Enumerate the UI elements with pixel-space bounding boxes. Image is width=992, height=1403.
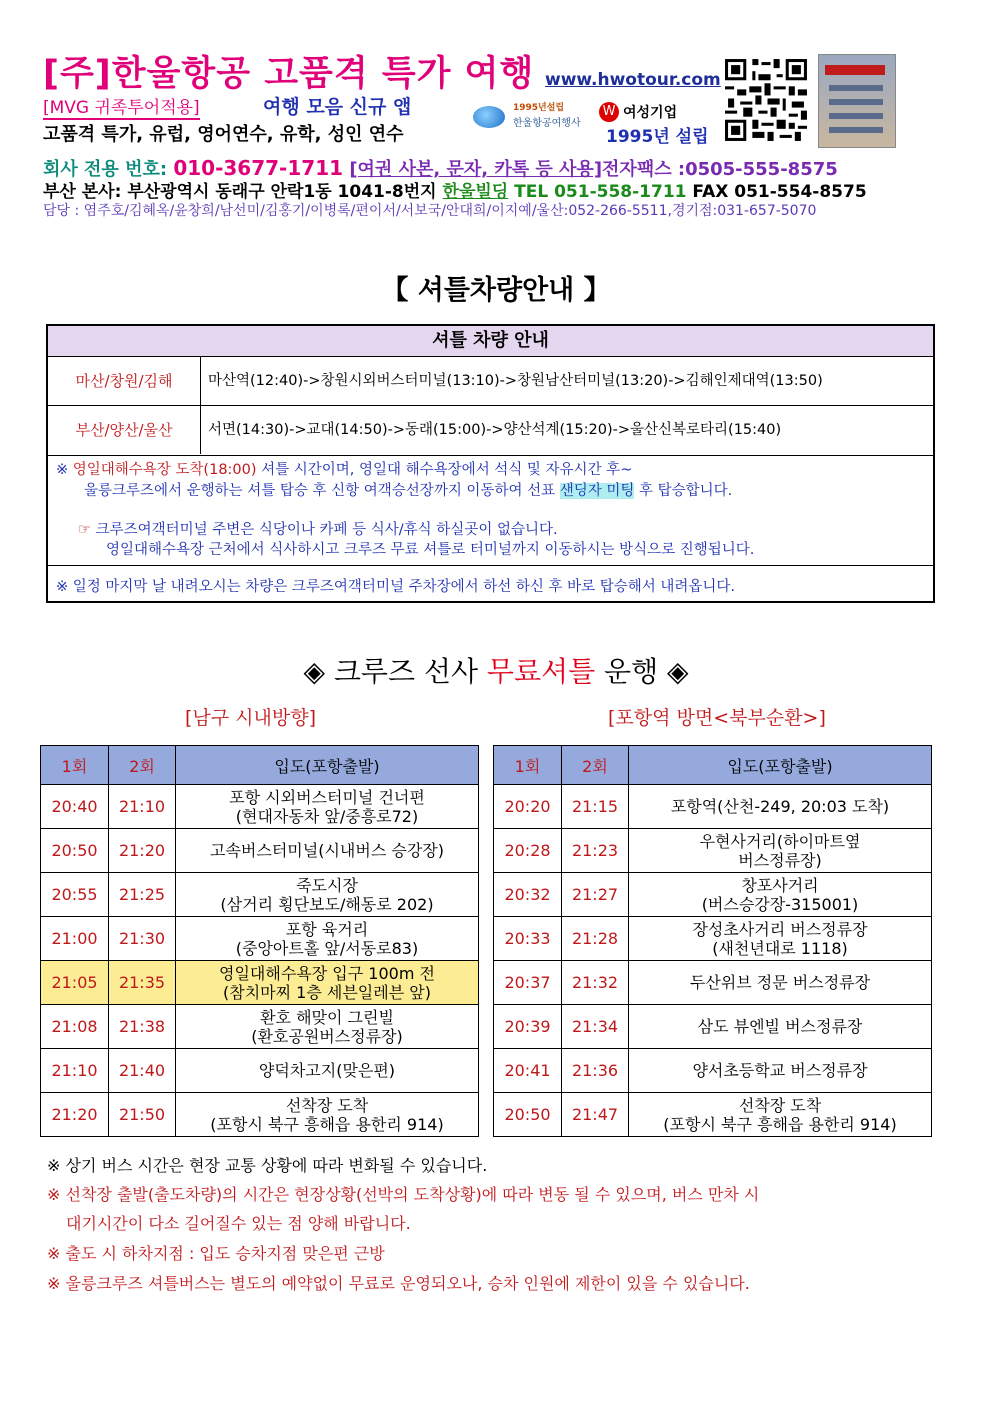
left-route-subtitle: [남구 시내방향] — [185, 707, 316, 729]
table-row — [494, 1093, 932, 1137]
stop-cell — [176, 873, 479, 917]
qr-code-icon[interactable] — [722, 56, 810, 144]
stop-name: 환호 해맞이 그린빌 — [260, 1007, 394, 1027]
run1-time: 20:37 — [494, 961, 562, 1005]
cruise-section-title — [0, 650, 992, 690]
stop-cell — [176, 1005, 479, 1049]
hq-fax: FAX 051-554-8575 — [692, 182, 867, 202]
table-row — [494, 873, 932, 917]
run2-time: 21:40 — [109, 1049, 176, 1093]
stop-cell — [629, 1093, 932, 1137]
stop-cell — [176, 1049, 479, 1093]
bottom-note: 대기시간이 다소 길어질수 있는 점 양해 바랍니다. — [66, 1214, 411, 1233]
women-company-label: 여성기업 — [623, 104, 678, 121]
stop-name: 포항 육거리 — [285, 919, 369, 939]
note-text: 셔틀 시간이며, 영일대 해수욕장에서 석식 및 자유시간 후~ — [256, 462, 633, 478]
hq-tel[interactable]: TEL 051-558-1711 — [514, 182, 687, 202]
note-text: 울릉크루즈에서 운행하는 셔틀 탑승 후 신항 여객승선장까지 이동하여 선표 — [84, 483, 560, 499]
note-text: 영일대해수욕장 근처에서 식사하시고 크루즈 무료 셔틀로 터미널까지 이동하시는 방식으로 진행됩니다. — [106, 542, 755, 558]
stop-name: 우현사거리(하이마트옆 — [699, 831, 861, 851]
stop-cell — [629, 961, 932, 1005]
stop-cell — [176, 961, 479, 1005]
title-part: 운행 ◈ — [595, 655, 689, 688]
stop-detail: (중앙아트홀 앞/서동로83) — [235, 938, 419, 958]
pointing-hand-icon: ☞ — [78, 522, 91, 538]
since-logo-year: 1995년설립 — [513, 103, 565, 113]
stop-detail: (포항시 북구 흥해읍 용한리 914) — [210, 1114, 444, 1134]
stop-name: 창포사거리 — [741, 875, 819, 895]
office-building-photo — [818, 54, 896, 148]
stop-name: 양서초등학교 버스정류장 — [692, 1061, 868, 1080]
note-text: 크루즈여객터미널 주변은 식당이나 카페 등 식사/휴식 하실곳이 없습니다. — [91, 522, 558, 538]
stop-detail: (새천년대로 1118) — [712, 938, 848, 958]
stop-detail: (참치마찌 1층 세븐일레븐 앞) — [223, 982, 431, 1002]
run1-time: 21:05 — [41, 961, 109, 1005]
region-label: 마산/창원/김해 — [48, 357, 201, 405]
row-divider — [48, 455, 933, 456]
stop-name: 포항역(산천-249, 20:03 도착) — [670, 797, 890, 816]
hq-building: 한울빌딩 — [442, 182, 509, 202]
sending-meeting-highlight: 샌딩자 미팅 — [559, 483, 635, 499]
table-row — [494, 961, 932, 1005]
staff-list: 담당 : 염주호/김혜옥/윤창희/남선미/김홍기/이병록/편이서/서보국/안대희/이지예/울산:052-266-5511,경기점:031-657-5070 — [43, 203, 817, 219]
table-row — [494, 1005, 932, 1049]
website-link[interactable]: www.hwotour.com — [545, 70, 721, 90]
run1-time: 20:20 — [494, 785, 562, 829]
hotline-number[interactable]: 010-3677-1711 — [173, 156, 344, 180]
col-header-run1: 1회 — [494, 746, 562, 785]
table-row — [41, 785, 479, 829]
col-header-stop: 입도(포항출발) — [176, 746, 479, 785]
table-row — [494, 1049, 932, 1093]
since-1995-logo — [473, 100, 593, 134]
stop-name: 삼도 뷰엔빌 버스정류장 — [697, 1017, 863, 1036]
stop-detail: (현대자동차 앞/중흥로72) — [235, 806, 419, 826]
women-company-icon: W — [599, 102, 619, 122]
run2-time: 21:15 — [562, 785, 629, 829]
stop-cell — [629, 917, 932, 961]
shuttle-section-title: 【 셔틀차량안내 】 — [381, 275, 611, 306]
stop-cell — [629, 1049, 932, 1093]
table-row — [494, 785, 932, 829]
mvg-tag: [MVG 귀족투어적용] — [43, 93, 200, 120]
route-text: 서면(14:30)->교대(14:50)->동래(15:00)->양산석계(15:20)->울산신복로타리(15:40) — [208, 422, 782, 438]
hq-address-line — [43, 177, 867, 202]
run1-time: 20:41 — [494, 1049, 562, 1093]
table-row — [41, 917, 479, 961]
arrival-time: 영일대해수욕장 도착(18:00) — [72, 462, 257, 478]
building-window — [829, 113, 883, 119]
stop-name: 영일대해수욕장 입구 100m 전 — [219, 963, 435, 983]
run2-time: 21:47 — [562, 1093, 629, 1137]
run1-time: 20:40 — [41, 785, 109, 829]
efax-number: 전자팩스 :0505-555-8575 — [602, 159, 838, 180]
run2-time: 21:35 — [109, 961, 176, 1005]
shuttle-table-header: 셔틀 차량 안내 — [48, 326, 933, 357]
stop-cell — [629, 1005, 932, 1049]
stop-cell — [629, 873, 932, 917]
table-row — [41, 1093, 479, 1137]
stop-cell — [176, 785, 479, 829]
shuttle-note-return: ※ 일정 마지막 날 내려오시는 차량은 크루즈여객터미널 주차장에서 하선 하신 후 바로 탑승해서 내려옵니다. — [56, 579, 735, 595]
run1-time: 20:55 — [41, 873, 109, 917]
table-row — [41, 1049, 479, 1093]
stop-detail: 버스정류장) — [738, 850, 822, 870]
run2-time: 21:36 — [562, 1049, 629, 1093]
run1-time: 20:32 — [494, 873, 562, 917]
run1-time: 21:20 — [41, 1093, 109, 1137]
stop-detail: (포항시 북구 흥해읍 용한리 914) — [663, 1114, 897, 1134]
bottom-note: ※ 출도 시 하차지점 : 입도 승차지점 맞은편 근방 — [47, 1244, 385, 1263]
table-row — [41, 829, 479, 873]
title-part: ◈ 크루즈 선사 — [303, 655, 487, 688]
women-company-badge — [599, 101, 714, 122]
run2-time: 21:50 — [109, 1093, 176, 1137]
established-year: 1995년 설립 — [606, 127, 709, 147]
run2-time: 21:32 — [562, 961, 629, 1005]
stop-cell — [629, 829, 932, 873]
run2-time: 21:27 — [562, 873, 629, 917]
hotline-note: [여권 사본, 문자, 카톡 등 사용] — [349, 159, 603, 180]
run1-time: 21:08 — [41, 1005, 109, 1049]
run1-time: 20:33 — [494, 917, 562, 961]
hotline-label: 회사 전용 번호: — [43, 159, 168, 180]
building-window — [829, 99, 883, 105]
run1-time: 20:39 — [494, 1005, 562, 1049]
bottom-note: ※ 선착장 출발(출도차량)의 시간은 현장상황(선박의 도착상황)에 따라 변동 될 수 있으며, 버스 만차 시 — [47, 1185, 760, 1204]
table-row — [41, 873, 479, 917]
stop-name: 장성초사거리 버스정류장 — [692, 919, 868, 939]
run2-time: 21:38 — [109, 1005, 176, 1049]
table-row — [41, 961, 479, 1005]
title-highlight: 무료셔틀 — [486, 655, 596, 688]
stop-name: 두산위브 정문 버스정류장 — [689, 973, 871, 992]
stop-name: 고속버스터미널(시내버스 승강장) — [210, 841, 444, 860]
col-header-run1: 1회 — [41, 746, 109, 785]
stop-cell — [629, 785, 932, 829]
run1-time: 20:50 — [494, 1093, 562, 1137]
app-promo: 여행 모음 신규 앱 — [263, 96, 412, 118]
building-window — [829, 127, 883, 133]
run1-time: 20:50 — [41, 829, 109, 873]
right-route-subtitle: [포항역 방면<북부순환>] — [608, 707, 826, 729]
company-brand-title: [주]한울항공 고품격 특가 여행 — [43, 54, 535, 94]
left-timetable — [40, 745, 479, 1137]
stop-detail: (삼거리 횡단보도/해동로 202) — [220, 894, 434, 914]
run2-time: 21:10 — [109, 785, 176, 829]
shuttle-note-arrival — [56, 460, 732, 502]
bottom-note: ※ 상기 버스 시간은 현장 교통 상황에 따라 변화될 수 있습니다. — [47, 1156, 488, 1175]
run1-time: 21:00 — [41, 917, 109, 961]
table-row — [494, 829, 932, 873]
col-header-run2: 2회 — [562, 746, 629, 785]
run2-time: 21:34 — [562, 1005, 629, 1049]
note-bullet: ※ — [56, 462, 73, 478]
stop-name: 선착장 도착 — [738, 1095, 822, 1115]
run2-time: 21:28 — [562, 917, 629, 961]
stop-cell — [176, 1093, 479, 1137]
stop-name: 양덕차고지(맞은편) — [258, 1061, 396, 1080]
route-text: 마산역(12:40)->창원시외버스터미널(13:10)->창원남산터미널(13:20)->김해인제대역(13:50) — [208, 373, 823, 389]
building-sign — [825, 65, 885, 75]
run2-time: 21:25 — [109, 873, 176, 917]
hq-address: 부산 본사: 부산광역시 동래구 안락1동 1041-8번지 — [43, 182, 437, 202]
stop-cell — [176, 829, 479, 873]
bottom-note: ※ 울릉크루즈 셔틀버스는 별도의 예약없이 무료로 운영되오나, 승차 인원에 제한이 있을 수 있습니다. — [47, 1274, 750, 1293]
region-label: 부산/양산/울산 — [48, 406, 201, 454]
row-divider — [48, 565, 933, 566]
stop-name: 죽도시장 — [296, 875, 358, 895]
table-row — [41, 1005, 479, 1049]
since-logo-name: 한울항공여행사 — [513, 118, 581, 129]
building-window — [829, 85, 883, 91]
run1-time: 20:28 — [494, 829, 562, 873]
globe-icon — [473, 106, 505, 128]
stop-name: 포항 시외버스터미널 건너편 — [229, 787, 425, 807]
right-timetable — [493, 745, 932, 1137]
run2-time: 21:23 — [562, 829, 629, 873]
run1-time: 21:10 — [41, 1049, 109, 1093]
col-header-run2: 2회 — [109, 746, 176, 785]
stop-cell — [176, 917, 479, 961]
stop-detail: (환호공원버스정류장) — [251, 1026, 403, 1046]
stop-name: 선착장 도착 — [285, 1095, 369, 1115]
table-row — [494, 917, 932, 961]
shuttle-note-dining — [78, 520, 754, 560]
note-text: 후 탑승합니다. — [634, 483, 733, 499]
slogan: 고품격 특가, 유럽, 영어연수, 유학, 성인 연수 — [43, 124, 404, 145]
run2-time: 21:30 — [109, 917, 176, 961]
col-header-stop: 입도(포항출발) — [629, 746, 932, 785]
stop-detail: (버스승강장-315001) — [701, 894, 859, 914]
run2-time: 21:20 — [109, 829, 176, 873]
